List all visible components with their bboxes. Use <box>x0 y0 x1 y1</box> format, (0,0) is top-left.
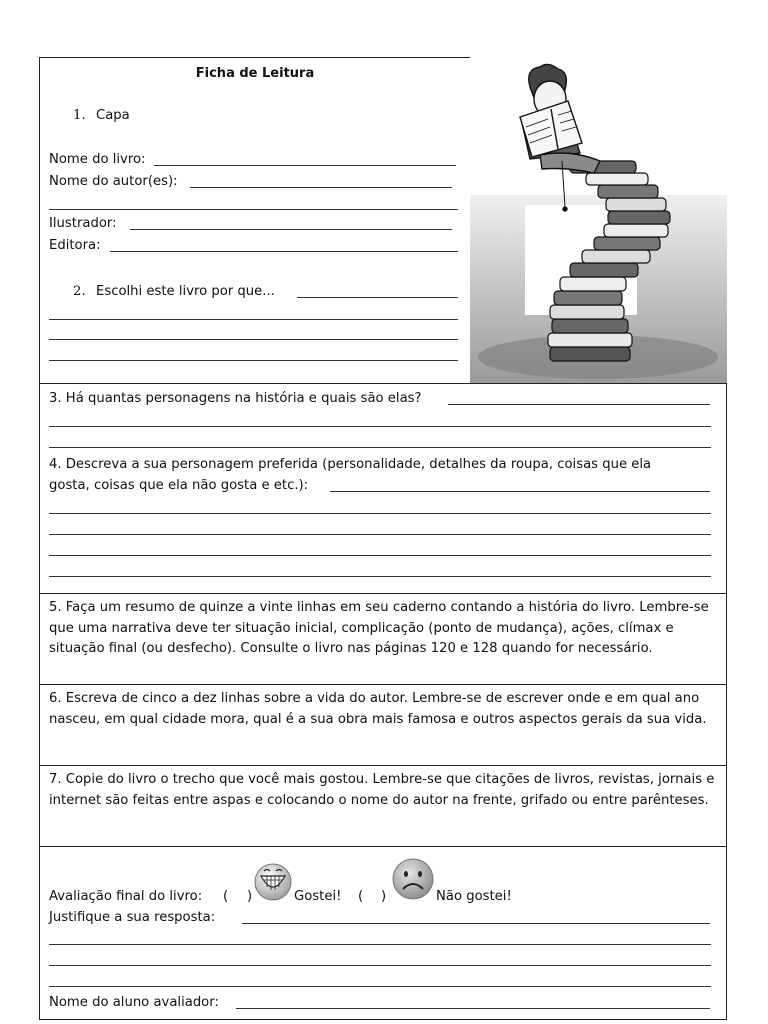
section4-text-line2: gosta, coisas que ela não gosta e etc.): <box>49 478 309 493</box>
liked-paren-open[interactable]: ( <box>223 889 229 904</box>
section2-line-1[interactable] <box>49 319 458 320</box>
section4-line-3[interactable] <box>49 555 711 556</box>
section3-line-0[interactable] <box>448 404 710 405</box>
section6-box <box>39 684 727 766</box>
justify-line-1[interactable] <box>49 944 711 945</box>
section2-line-0[interactable] <box>297 297 458 298</box>
section2-number: 2. <box>73 284 86 299</box>
section4-text-line1: 4. Descreva a sua personagem preferida (personalidade, detalhes da roupa, coisas que ela <box>49 457 652 472</box>
disliked-paren-open[interactable]: ( <box>358 889 364 904</box>
student-name-label: Nome do aluno avaliador: <box>49 995 219 1010</box>
illustrator-label: Ilustrador: <box>49 216 117 231</box>
publisher-label: Editora: <box>49 238 101 253</box>
section1-number: 1. <box>73 108 86 123</box>
section2-line-2[interactable] <box>49 339 458 340</box>
author-extra-line[interactable] <box>49 209 458 210</box>
justify-line-0[interactable] <box>242 923 710 924</box>
frowning-face-icon <box>391 857 435 901</box>
section3-line-1[interactable] <box>49 426 711 427</box>
boy-reading-illustration-icon <box>470 57 727 383</box>
section4-line-4[interactable] <box>49 576 711 577</box>
book-name-line[interactable] <box>154 165 456 166</box>
section2-text: Escolhi este livro por que... <box>96 284 275 299</box>
justify-label: Justifique a sua resposta: <box>49 910 216 925</box>
section4-line-2[interactable] <box>49 534 711 535</box>
section1-heading: Capa <box>96 108 130 123</box>
section7-box <box>39 765 727 847</box>
book-name-label: Nome do livro: <box>49 152 146 167</box>
section5-text: 5. Faça um resumo de quinze a vinte linhas em seu caderno contando a história do livro. Lembre-se que uma narrativa deve ter situação inicial, complicação (ponto de mudança), ações, clímax e situação final (ou desfecho). Consulte o livro nas páginas 120 e 128 quando for necessário. <box>49 600 709 656</box>
section-cover-box <box>39 57 471 384</box>
section2-line-3[interactable] <box>49 360 458 361</box>
section5-box <box>39 593 727 685</box>
disliked-label: Não gostei! <box>436 889 512 904</box>
evaluation-box <box>39 846 727 1020</box>
section4-line-1[interactable] <box>49 513 711 514</box>
student-name-line[interactable] <box>236 1008 710 1009</box>
section3-4-box <box>39 383 727 594</box>
author-name-label: Nome do autor(es): <box>49 174 178 189</box>
publisher-line[interactable] <box>110 251 458 252</box>
section7-text: 7. Copie do livro o trecho que você mais gostou. Lembre-se que citações de livros, revistas, jornais e internet são feitas entre aspas e colocando o nome do autor na frente, grifado ou entre parênteses. <box>49 772 715 808</box>
section3-line-2[interactable] <box>49 447 711 448</box>
section3-text: 3. Há quantas personagens na história e quais são elas? <box>49 391 422 406</box>
section6-text: 6. Escreva de cinco a dez linhas sobre a vida do autor. Lembre-se de escrever onde e em qual ano nasceu, em qual cidade mora, qual é a sua obra mais famosa e outros aspectos gerais da sua vida. <box>49 691 707 727</box>
liked-paren-close[interactable]: ) <box>247 889 253 904</box>
author-name-line[interactable] <box>190 187 452 188</box>
liked-label: Gostei! <box>294 889 342 904</box>
justify-line-2[interactable] <box>49 965 711 966</box>
section4-line-0[interactable] <box>330 491 710 492</box>
page-title: Ficha de Leitura <box>195 66 315 81</box>
grinning-face-icon <box>253 862 293 902</box>
reading-sheet <box>39 57 727 1020</box>
evaluation-label: Avaliação final do livro: <box>49 889 203 904</box>
illustrator-line[interactable] <box>130 229 452 230</box>
disliked-paren-close[interactable]: ) <box>381 889 387 904</box>
justify-line-3[interactable] <box>49 986 711 987</box>
